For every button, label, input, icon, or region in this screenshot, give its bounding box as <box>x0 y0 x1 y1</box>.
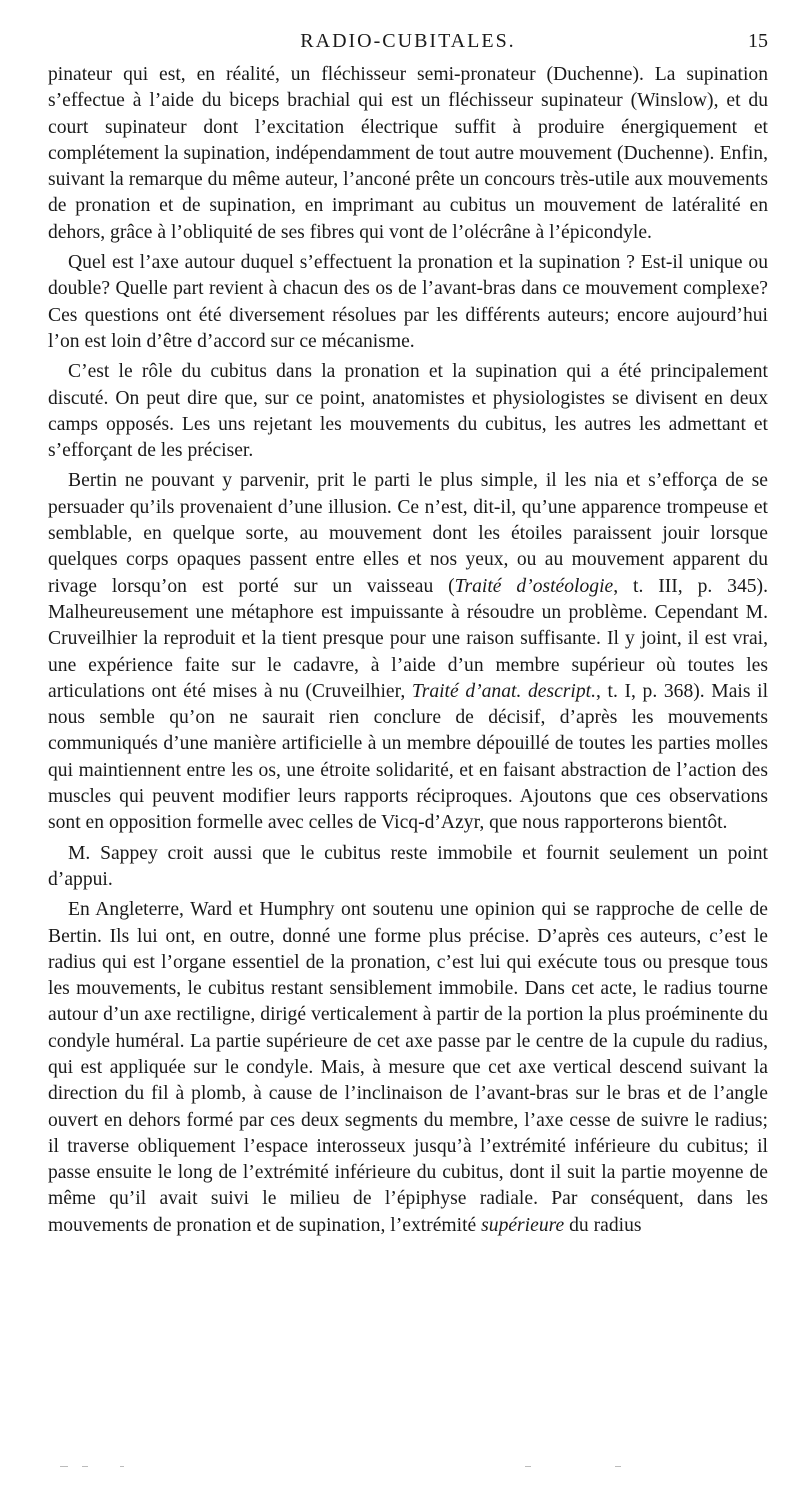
running-header <box>48 30 768 54</box>
italic-citation: Traité d’anat. descript. <box>411 680 597 702</box>
italic-citation: Traité d’ostéologie <box>454 575 614 597</box>
paragraph <box>48 468 768 836</box>
paragraph <box>48 359 768 464</box>
scan-artifact-marks <box>60 1466 660 1470</box>
paragraph <box>48 897 768 1239</box>
italic-citation: supérieure <box>481 1214 565 1236</box>
running-title: RADIO-CUBITALES. <box>300 30 516 52</box>
body-text <box>48 62 768 1239</box>
page-number: 15 <box>748 30 768 52</box>
text-run: du radius <box>564 1214 642 1236</box>
text-run: M. Sappey croit aussi que le cubitus reste immobile et fournit seulement un point d’appui. <box>48 842 768 890</box>
text-run: Bertin ne pouvant y parvenir, prit le parti le plus simple, il les nia et s’efforça de se persuader qu’ils provenaient d’une illusion. Ce n’est, dit-il, qu’une apparence trompeuse et semblable, en quelque sorte, au mouvement dont les étoiles paraissent jouir lorsque quelques corps opaques passent entre elles et nos yeux, ou au mouvement apparent du rivage lorsqu’on est porté sur un vaisseau ( <box>48 470 768 597</box>
text-run: , t. I, p. 368). Mais il nous semble qu’on ne saurait rien conclure de décisif, d’après les mouvements communiqués d’une manière artificielle à un membre dépouillé de toutes les parties molles qui maintiennent entre les os, une étroite solidarité, et en faisant abstraction de l’action des muscles qui peuvent modifier leurs rapports réciproques. Ajoutons que ces observations sont en opposition formelle avec celles de Vicq-d’Azyr, que nous rapporterons bientôt. <box>48 680 769 834</box>
text-run: En Angleterre, Ward et Humphry ont soutenu une opinion qui se rapproche de celle de Bertin. Ils lui ont, en outre, donné une forme plus précise. D’après ces auteurs, c’est le radius qui est l’organe essentiel de la pronation, c’est lui qui exécute tous ou presque tous les mouvements, le cubitus restant sensiblement immobile. Dans cet acte, le radius tourne autour d’un axe rectiligne, dirigé verticalement à partir de la portion la plus proéminente du condyle huméral. La partie supérieure de cet axe passe par le centre de la cupule du radius, qui est appliquée sur le condyle. Mais, à mesure que cet axe vertical descend suivant la direction du fil à plomb, à cause de l’inclinaison de l’avant-bras sur le bras et de l’angle ouvert en dehors formé par ces deux segments du membre, l’axe cesse de suivre le radius; il traverse obliquement l’espace interosseux jusqu’à l’extrémité inférieure du cubitus; il passe ensuite le long de l’extrémité inférieure du cubitus, dont il suit la partie moyenne de même qu’il avait suivi le milieu de l’épiphyse radiale. Par conséquent, dans les mouvements de pronation et de supination, l’extrémité <box>48 899 768 1236</box>
paragraph <box>48 62 768 246</box>
text-run: C’est le rôle du cubitus dans la pronation et la supination qui a été principalement discuté. On peut dire que, sur ce point, anatomistes et physiologistes se divisent en deux camps opposés. Les uns rejetant les mouvements du cubitus, les autres les admettant et s’efforçant de les préciser. <box>48 361 768 462</box>
paragraph <box>48 250 768 355</box>
paragraph <box>48 841 768 894</box>
text-run: pinateur qui est, en réalité, un fléchisseur semi-pronateur (Duchenne). La supination s’effectue à l’aide du biceps brachial qui est un fléchisseur supinateur (Winslow), et du court supinateur dont l’excitation électrique suffit à produire énergiquement et complétement la supination, indépendamment de tout autre mouvement (Duchenne). Enfin, suivant la remarque du même auteur, l’anconé prête un concours très-utile aux mouvements de pronation et de supination, en imprimant au cubitus un mouvement de latéralité en dehors, grâce à l’obliquité de ses fibres qui vont de l’olécrâne à l’épicondyle. <box>48 64 768 243</box>
text-run: , t. III, p. 345). Malheureusement une métaphore est impuissante à résoudre un problème. Cependant M. Cruveilhier la reproduit et la tient presque pour une raison suffisante. Il y joint, il est vrai, une expérience faite sur le cadavre, à l’aide d’un membre supérieur où toutes les articulations ont été mises à nu (Cruveilhier, <box>48 575 768 702</box>
text-run: Quel est l’axe autour duquel s’effectuent la pronation et la supination ? Est-il unique ou double? Quelle part revient à chacun des os de l’avant-bras dans ce mouvement complexe? Ces questions ont été diversement résolues par les différents auteurs; encore aujourd’hui l’on est loin d’être d’accord sur ce mécanisme. <box>48 252 768 352</box>
